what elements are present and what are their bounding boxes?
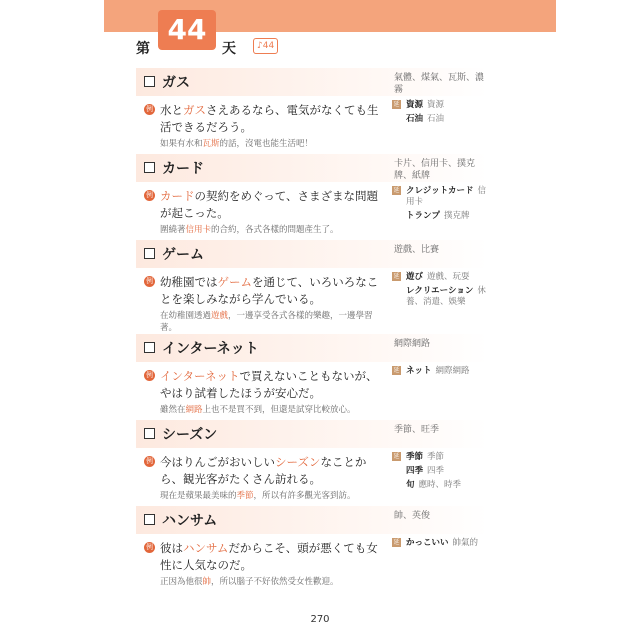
day-suffix: 天: [222, 41, 236, 57]
audio-track-label[interactable]: ♪44: [253, 38, 278, 54]
related-badge: 延: [393, 539, 400, 546]
example-text-post: なことから、観光客がたくさん訪れる。: [160, 455, 367, 486]
checkbox[interactable]: [144, 248, 155, 259]
example-highlight: シーズン: [275, 455, 321, 469]
page-number: 270: [310, 614, 330, 625]
related-translation: 石油: [427, 114, 445, 124]
related-badge: 延: [393, 187, 400, 194]
related-words: [392, 272, 492, 311]
translation-highlight: 網路: [185, 405, 203, 415]
related-badge: 延: [393, 101, 400, 108]
translation-highlight: 信用卡: [185, 225, 212, 235]
related-badge: 延: [393, 453, 400, 460]
example-highlight: ガス: [183, 103, 206, 117]
related-translation: 遊戲、玩耍: [427, 272, 470, 282]
entry-header: [136, 420, 488, 448]
translation-pre: 在幼稚園透過: [160, 311, 212, 321]
translation-highlight: 瓦斯: [202, 139, 220, 149]
translation-pre: 如果有水和: [160, 139, 203, 149]
translation: [160, 310, 388, 334]
checkbox[interactable]: [144, 428, 155, 439]
example-badge: 例: [146, 543, 153, 551]
related-words: [392, 100, 492, 128]
related-word: ネット: [406, 366, 432, 376]
related-words: [392, 366, 492, 380]
example-sentence: [144, 188, 388, 222]
vocab-meaning: 網際網路: [394, 339, 431, 349]
example-text-pre: 今はりんごがおいしい: [160, 455, 275, 469]
translation-post: 上也不是買不到，但還是試穿比較放心。: [202, 405, 356, 415]
related-translation: 休養、消遣、娛樂: [406, 286, 486, 307]
entry-header: [136, 334, 488, 362]
example-badge: 例: [146, 105, 153, 113]
related-translation: 應時、時季: [418, 480, 462, 490]
vocab-word: ガス: [162, 75, 190, 91]
translation: [160, 404, 388, 416]
related-word: 資源: [406, 100, 424, 110]
translation-pre: 現在是蘋果最美味的: [160, 491, 237, 501]
related-translation: 撲克牌: [444, 211, 470, 221]
related-word: かっこいい: [406, 538, 449, 548]
example-text-post: の契約をめぐって、さまざまな問題が起こった。: [160, 189, 379, 220]
translation-pre: 圍繞著: [160, 225, 186, 235]
vocab-word: シーズン: [162, 427, 218, 443]
related-word-row: [392, 186, 492, 208]
example-badge: 例: [146, 277, 153, 285]
translation-post: ，一邊享受各式各樣的樂趣，一邊學習著。: [160, 311, 373, 333]
related-word: 旬: [406, 480, 415, 490]
checkbox[interactable]: [144, 162, 155, 173]
related-word: レクリエーション: [406, 286, 474, 296]
checkbox[interactable]: [144, 514, 155, 525]
related-word-row: [392, 538, 492, 549]
related-word: 四季: [406, 466, 424, 476]
vocab-word: ゲーム: [162, 247, 204, 263]
related-badge: 延: [393, 273, 400, 280]
example-highlight: カード: [160, 189, 195, 203]
related-word-row: [392, 272, 492, 283]
entry-header: [136, 68, 488, 96]
related-words: [392, 538, 492, 552]
related-translation: 帥氣的: [452, 538, 479, 548]
translation: [160, 576, 388, 588]
translation-highlight: 帥: [202, 577, 212, 587]
vocab-word: カード: [162, 161, 204, 177]
translation: [160, 224, 388, 236]
related-word: 季節: [406, 452, 424, 462]
vocab-meaning: 季節、旺季: [394, 425, 440, 435]
related-word: 石油: [406, 114, 424, 124]
entry-header: [136, 154, 488, 182]
example-highlight: ゲーム: [217, 275, 252, 289]
example-text-post: さえあるなら、電気がなくても生活できるだろう。: [160, 103, 379, 134]
example-sentence: [144, 540, 388, 574]
example-text-post: だからこそ、頭が悪くても女性に人気なのだ。: [160, 541, 378, 572]
vocab-meaning: 卡片、信用卡、撲克牌、紙牌: [394, 159, 476, 181]
translation-highlight: 季節: [236, 491, 254, 501]
day-prefix: 第: [136, 41, 150, 57]
vocab-meaning: 帥、英俊: [394, 511, 431, 521]
example-highlight: ハンサム: [183, 541, 229, 555]
example-badge: 例: [146, 457, 153, 465]
vocab-meaning: 氣體、煤氣、瓦斯、濃霧: [394, 73, 485, 95]
related-badge: 延: [393, 367, 400, 374]
checkbox[interactable]: [144, 76, 155, 87]
related-word-row: [392, 114, 492, 125]
example-sentence: [144, 102, 388, 136]
example-text-pre: 彼は: [160, 541, 183, 555]
checkbox[interactable]: [144, 342, 155, 353]
translation-pre: 正因為他很: [160, 577, 203, 587]
example-text-post: で買えないこともないが、やはり試着したほうが安心だ。: [160, 369, 378, 400]
example-highlight: インターネット: [160, 369, 240, 383]
translation: [160, 490, 388, 502]
translation-post: 的合約，各式各樣的問題產生了。: [211, 225, 339, 235]
related-word-row: [392, 452, 492, 463]
example-text-post: を通じて、いろいろなことを楽しみながら学んでいる。: [160, 275, 379, 306]
translation: [160, 138, 388, 150]
related-word-row: [392, 100, 492, 111]
related-word-row: [392, 466, 492, 477]
related-translation: 網際網路: [435, 366, 470, 376]
vocab-meaning: 遊戲、比賽: [394, 245, 440, 255]
related-words: [392, 452, 492, 494]
example-badge: 例: [146, 371, 153, 379]
vocab-word: ハンサム: [162, 513, 218, 529]
related-word-row: [392, 366, 492, 377]
related-translation: 四季: [427, 466, 445, 476]
entry-header: [136, 240, 488, 268]
translation-highlight: 遊戲: [211, 311, 229, 321]
related-word-row: [392, 211, 492, 222]
day-number-badge: 44: [158, 10, 216, 50]
translation-post: ，所以有許多觀光客到訪。: [253, 491, 356, 501]
example-text-pre: 幼稚園では: [160, 275, 218, 289]
related-word: クレジットカード: [406, 186, 474, 196]
example-sentence: [144, 368, 388, 402]
example-text-pre: 水と: [160, 103, 183, 117]
related-word: トランプ: [406, 211, 441, 221]
related-word-row: [392, 286, 492, 308]
entry-header: [136, 506, 488, 534]
related-word-row: [392, 480, 492, 491]
related-word: 遊び: [406, 272, 424, 282]
related-translation: 資源: [427, 100, 445, 110]
vocab-word: インターネット: [162, 341, 259, 357]
translation-post: 的話，沒電也能生活吧！: [219, 139, 314, 149]
related-translation: 季節: [427, 452, 445, 462]
example-sentence: [144, 454, 388, 488]
related-words: [392, 186, 492, 225]
example-badge: 例: [146, 191, 153, 199]
related-translation: 信用卡: [406, 186, 487, 207]
example-sentence: [144, 274, 388, 308]
translation-pre: 雖然在: [160, 405, 186, 415]
translation-post: ，所以腦子不好依然受女性歡迎。: [211, 577, 339, 587]
